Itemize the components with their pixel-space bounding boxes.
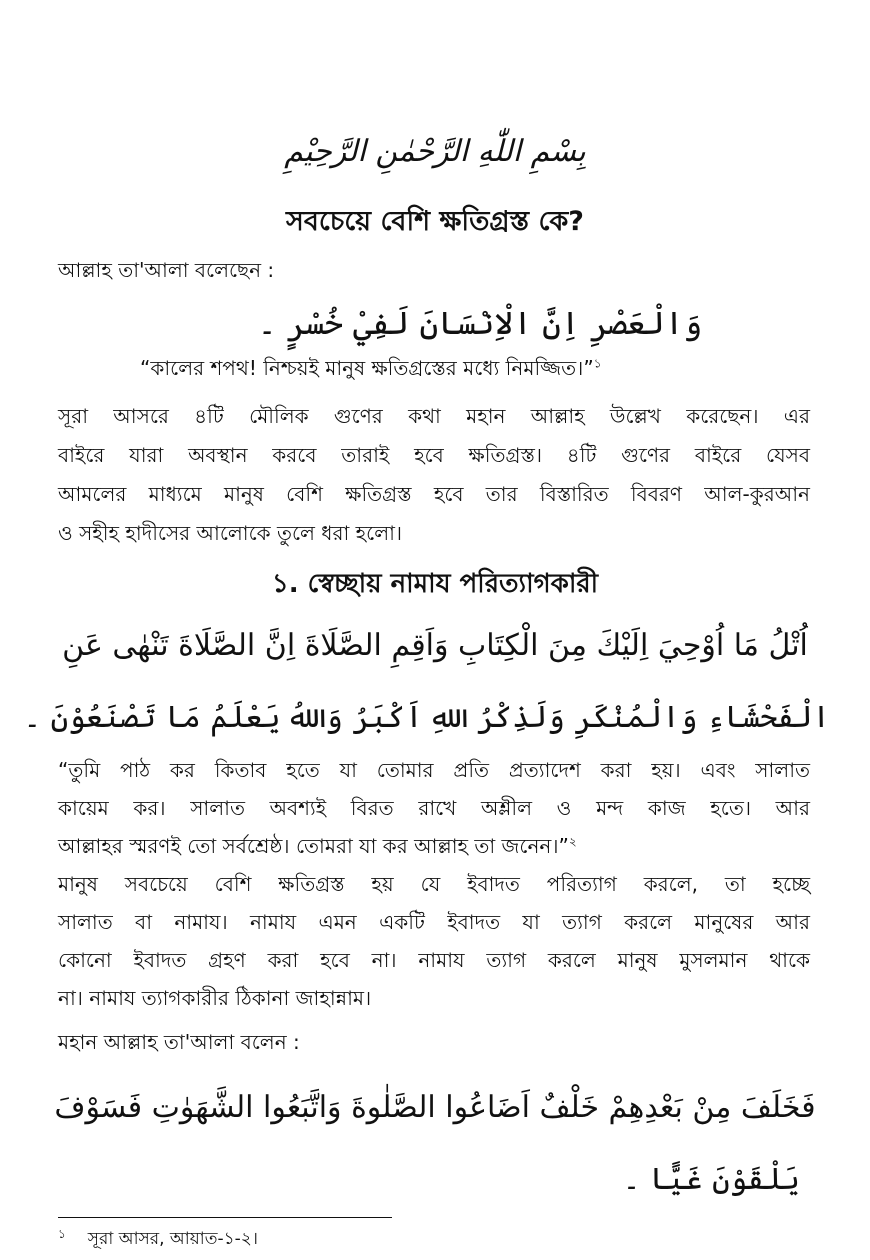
verse1-translation-line [140,354,820,387]
page-title: সবচেয়ে বেশি ক্ষতিগ্রস্ত কে? [286,206,584,237]
verse2-translation-line [58,832,810,865]
verse2-ref-mark: ২ [568,834,577,849]
verse1-arabic: وَالْعَصْرِ اِنَّ الْاِنْسَانَ لَفِيْ خُسْرٍ ۔ [257,304,703,342]
verse2-arabic-line: الْفَحْشَاءِ وَالْمُنْكَرِ وَلَذِكْرُ اللهِ اَكْبَرُ وَاللهُ يَعْلَمُ مَا تَصْنَعُوْنَ ۔ [23,700,830,735]
para2-line: মানুষ সবচেয়ে বেশি ক্ষতিগ্রস্ত হয় যে ইবাদত পরিত্যাগ করলে, তা হচ্ছে [58,872,810,896]
verse2-arabic-line: اُتْلُ مَا اُوْحِيَ اِلَيْكَ مِنَ الْكِتَابِ وَاَقِمِ الصَّلَاةَ اِنَّ الصَّلَاةَ تَنْهٰى عَنِ [62,628,808,663]
verse3-arabic-line: يَلْقَوْنَ غَيًّا ۔ [622,1162,800,1197]
verse1-ref-mark: ১ [593,356,602,371]
footnote [58,1226,258,1254]
verse2-translation-last: আল্লাহর স্মরণই তো সর্বশ্রেষ্ঠ। তোমরা যা কর আল্লাহ তা জনেন।” [58,834,569,858]
footnote-divider [58,1217,392,1218]
footnote-text: সূরা আসর, আয়াত-১-২। [87,1229,258,1249]
intro2-line: মহান আল্লাহ তা'আলা বলেন : [58,1030,300,1054]
para1-line: ও সহীহ হাদীসের আলোকে তুলে ধরা হলো। [58,521,403,545]
verse2-translation-line: কায়েম কর। সালাত অবশ্যই বিরত রাখে অশ্লীল ও মন্দ কাজ হতে। আর [58,796,810,820]
section-heading: ১. স্বেচ্ছায় নামায পরিত্যাগকারী [271,569,599,599]
para2-line: কোনো ইবাদত গ্রহণ করা হবে না। নামায ত্যাগ করলে মানুষ মুসলমান থাকে [58,948,810,972]
para1-line: সূরা আসরে ৪টি মৌলিক গুণের কথা মহান আল্লাহ উল্লেখ করেছেন। এর [58,404,810,428]
verse3-arabic-line: فَخَلَفَ مِنْ بَعْدِهِمْ خَلْفٌ اَضَاعُوا الصَّلٰوةَ وَاتَّبَعُوا الشَّهَوٰتِ فَسَوْفَ [54,1090,816,1125]
para1-line: আমলের মাধ্যমে মানুষ বেশি ক্ষতিগ্রস্ত হবে তার বিস্তারিত বিবরণ আল-কুরআন [58,482,810,506]
verse1-translation: “কালের শপথ! নিশ্চয়ই মানুষ ক্ষতিগ্রস্তের মধ্যে নিমজ্জিত।” [140,356,594,380]
para2-line: সালাত বা নামায। নামায এমন একটি ইবাদত যা ত্যাগ করলে মানুষের আর [58,910,810,934]
para1-line: বাইরে যারা অবস্থান করবে তারাই হবে ক্ষতিগ্রস্ত। ৪টি গুণের বাইরে যেসব [58,443,810,467]
bismillah-calligraphy: بِسْمِ اللّٰهِ الرَّحْمٰنِ الرَّحِيْمِ [284,134,586,169]
intro-line: আল্লাহ তা'আলা বলেছেন : [58,258,275,282]
footnote-mark: ১ [58,1227,66,1241]
verse2-translation-line: “তুমি পাঠ কর কিতাব হতে যা তোমার প্রতি প্রত্যাদেশ করা হয়। এবং সালাত [58,758,810,782]
para2-line: না। নামায ত্যাগকারীর ঠিকানা জাহান্নাম। [58,986,372,1010]
